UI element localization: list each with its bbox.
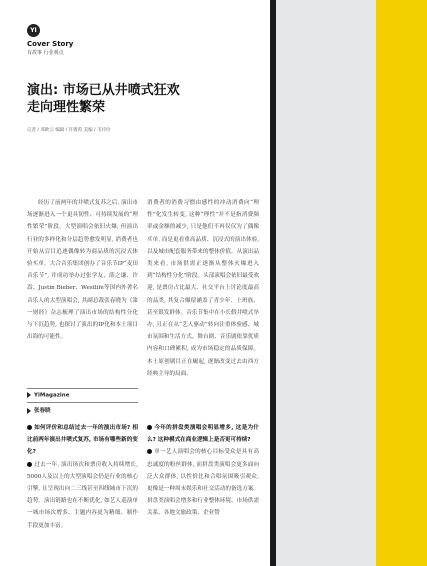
- bullet-icon: [147, 449, 152, 454]
- answer-right: 单一艺人演唱会的核心目标受众是具有高忠诚度的粉丝群体, 而拼盘类演唱会更多面向泛大众群体, 以性价比和合唱氛围吸引观众, 更像是一种周末娱乐和社交活动的备选方案。拼盘类演唱会增多和行业整体环境、市场供需关系、各地文旅政策、企业赞: [147, 449, 259, 517]
- bullet-icon: [147, 425, 152, 430]
- article-credits: 记者 / 邓欧云 编辑 / 许倩苒 美编 / 韦玲玲: [27, 128, 111, 133]
- yellow-side-panel: [376, 0, 427, 566]
- body-column-left: 经历了前两年的井喷式复苏之后, 演出市场逐渐进入一个更具韧性、可持续发展的“理性繁荣”阶段。大型演唱会依旧火爆, 但演出行业的多样化和分层趋势愈发明显, 消费者也开始从盲目追逐偶像转为商品质的沉浸式体验买单。大合音乐集团创办了音乐节IP“麦田音乐节”, 并成功举办过张学友、薛之谦、许嵩、Justin Bieber、Westlife等国内外著名音乐人的大型演唱会, 其副总裁张春晓为《第一财经》杂志梳理了演出市场的结构性分化与下沉趋势, 也探讨了演出的IP化和本土项目出海的可能性。: [27, 200, 138, 341]
- author-source-label: YiMagazine: [34, 392, 70, 399]
- author-name: 张春晓: [34, 408, 51, 414]
- triangle-icon: [27, 392, 31, 398]
- section-header: [27, 24, 73, 56]
- bullet-icon: [27, 462, 32, 467]
- section-title: Cover Story: [27, 40, 74, 48]
- author-source: [27, 392, 69, 399]
- section-subtitle: 有故事 行业观点: [27, 50, 64, 56]
- gray-side-panel: [276, 0, 376, 566]
- question-right: 今年的拼盘类演唱会明显增多, 这是为什么? 这种模式在商业逻辑上是否更可持续?: [147, 425, 259, 444]
- author-divider-top: [27, 388, 138, 389]
- answer-left: 过去一年, 演出场次和票房收入持续增长, 5000人及以上的大型演唱会仍是行业的核心引擎, 且呈现出向二三线甚至四线城市下沉的趋势。演出链路也在不断优化, 如艺人巡演单一城市场次增多、主题内容更为精细、制作手段更加丰富。: [27, 461, 138, 529]
- triangle-icon: [27, 408, 31, 414]
- author-name-row: [27, 406, 51, 414]
- author-divider-middle: [27, 402, 138, 403]
- headline-line-1: 演出: 市场已从井喷式狂欢: [27, 83, 180, 98]
- yi-logo-icon: YI: [27, 24, 40, 37]
- qa-block-right: [147, 422, 259, 520]
- question-left: 如何评价和总结过去一年的演出市场? 相比前两年演出井喷式复苏, 市场有哪些新的变化?: [27, 425, 138, 456]
- headline-line-2: 走向理性繁荣: [27, 100, 106, 115]
- article-headline: [27, 82, 257, 116]
- body-column-right: 消费者的消费习惯由感性的冲动消费向“理性”化发生转变, 这种“理性”并不是指消费频率或金额的减少, 只是他们不再仅仅为了偶像买单, 而是更看重高品质、沉浸式的演出体验, 以及城市配套服务带来的整体价值。从演出品类来看, 市场供需正逐渐从整体火爆进入到“结构性分化”阶段。头部演唱会依旧最受欢迎, 是票房占比最大、社交平台上讨论度最高的品类, 其复合爆留涵盖了青少年、上班族、甚至银发群体。音乐节集中在小长假井喷式举办, 且正在从“艺人驱动”转向注重体验感、城市氛围和生活方式。舞台剧、音乐剧依靠优质内容和口碑累积, 成为市场稳定的品质保障。本土原创剧目正在崛起, 逐渐改变过去由西方经典主导的局面。: [147, 200, 260, 377]
- qa-block-left: [27, 422, 138, 532]
- bullet-icon: [27, 425, 32, 430]
